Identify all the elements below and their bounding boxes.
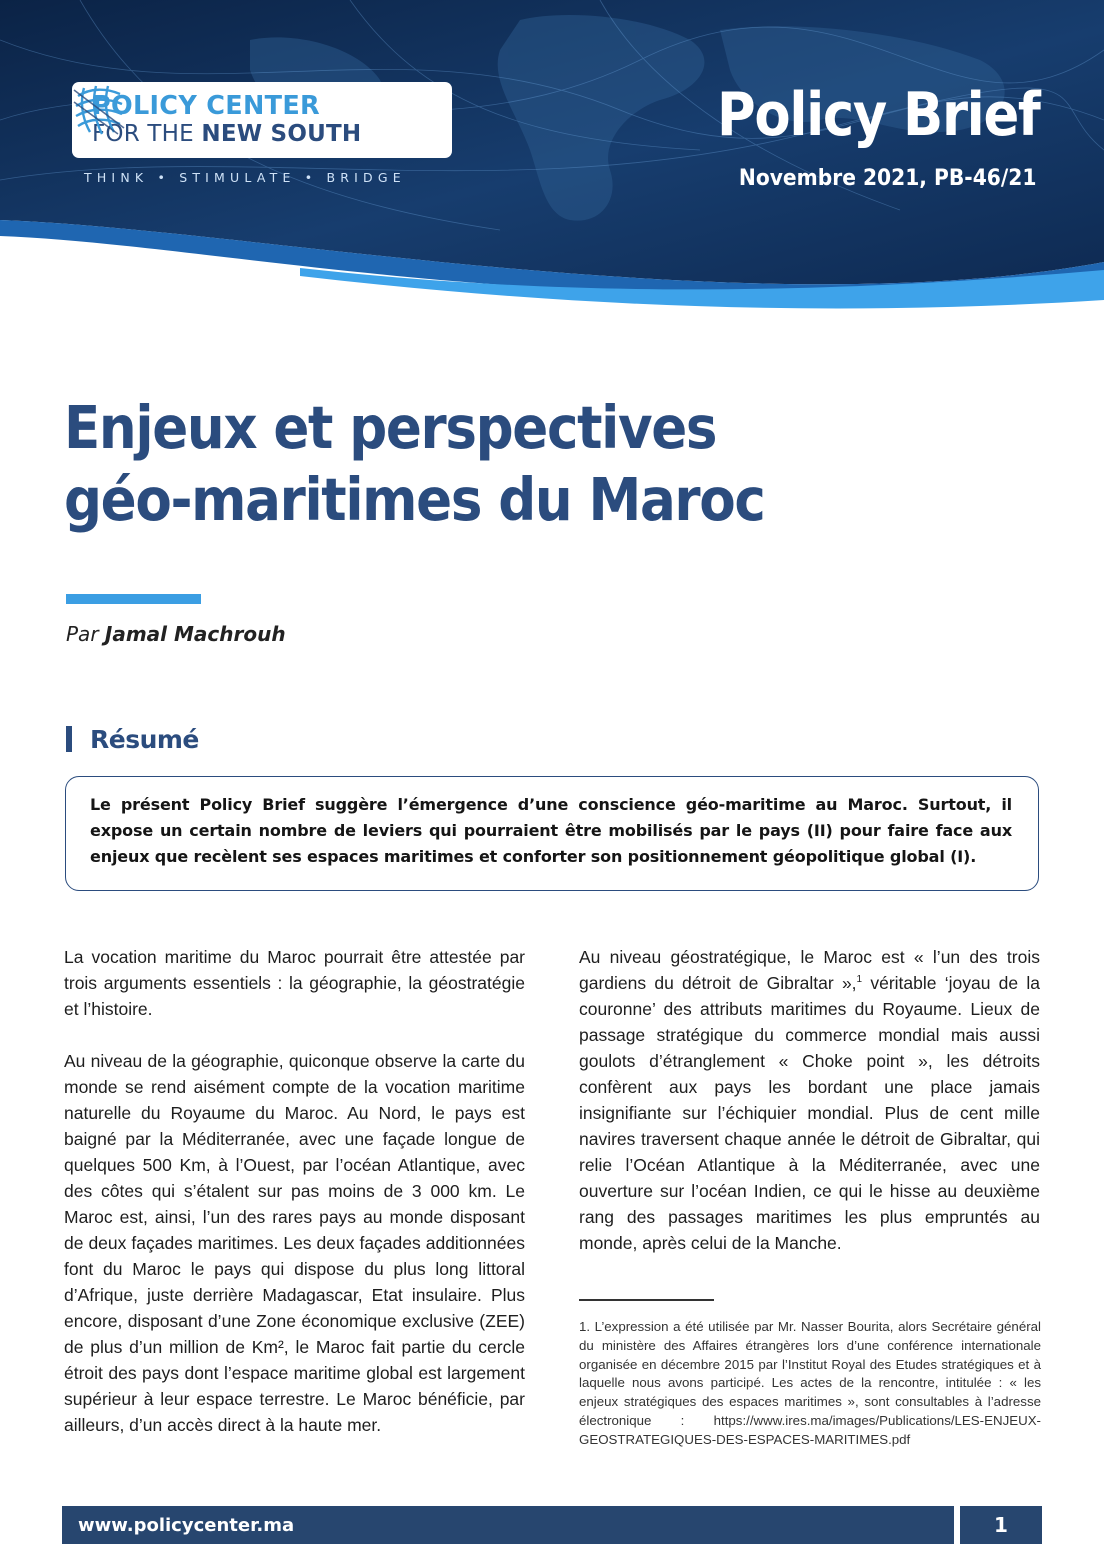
footer-bar xyxy=(62,1506,954,1544)
author-name: Jamal Machrouh xyxy=(104,622,286,646)
logo-line1: POLICY CENTER xyxy=(92,91,320,122)
header-banner xyxy=(0,0,1104,310)
brief-date: Novembre 2021, PB-46/21 xyxy=(738,166,1036,191)
logo-line2 xyxy=(92,120,362,147)
abstract-text: Le présent Policy Brief suggère l’émergence d’une conscience géo-maritime au Maroc. Surtout, il expose un certain nombre de leviers qui pourraient être mobilisés par le pays (II) pour faire face aux enjeux que recèlent ses espaces maritimes et conforter son positionnement géopolitique global (I). xyxy=(90,795,1012,866)
document-title-line1: Enjeux et perspectives xyxy=(64,393,717,462)
section-marker xyxy=(66,726,72,752)
paragraph-text: Au niveau géostratégique, le Maroc est « l’un des trois gardiens du détroit de Gibraltar », xyxy=(579,947,1040,993)
page-number: 1 xyxy=(994,1513,1008,1537)
footnote: 1. L’expression a été utilisée par Mr. Nasser Bourita, alors Secrétaire général du ministère des Affaires étrangères lors d’une conférence internationale organisée en décembre 2015 par l’Institut Royal des Etudes stratégiques et à laquelle nous avons participé. Les actes de la rencontre, intitulée : « les enjeux stratégiques des espaces maritimes », sont consultables à l’adresse électronique : https://www.ires.ma/images/Publications/LES-ENJEUX-GEOSTRATEGIQUES-DES-ESPACES-MARITIMES.pdf xyxy=(579,1319,1041,1447)
document-title-line2: géo-maritimes du Maroc xyxy=(64,465,765,534)
byline xyxy=(66,622,286,646)
resume-heading xyxy=(66,724,199,754)
footnote-rule xyxy=(579,1299,714,1301)
footer-url-link[interactable]: www.policycenter.ma xyxy=(78,1514,295,1536)
footnote-ref[interactable]: 1 xyxy=(856,974,863,986)
abstract-box xyxy=(65,776,1039,891)
body-column-left xyxy=(64,944,525,1464)
byline-prefix: Par xyxy=(66,622,105,646)
logo-line2-strong: NEW SOUTH xyxy=(201,120,362,147)
logo[interactable] xyxy=(72,82,452,158)
brief-title: Policy Brief xyxy=(717,80,1040,150)
paragraph xyxy=(579,944,1040,1256)
paragraph: La vocation maritime du Maroc pourrait être attestée par trois arguments essentiels : la géographie, la géostratégie et l’histoire. xyxy=(64,947,525,1019)
logo-line2-prefix: FOR THE xyxy=(92,120,202,147)
document-title xyxy=(64,392,1014,536)
body-column-right xyxy=(579,944,1040,1282)
page-number-box xyxy=(960,1506,1042,1544)
resume-label: Résumé xyxy=(90,724,199,754)
globe-grid-icon xyxy=(72,82,126,136)
paragraph: Au niveau de la géographie, quiconque observe la carte du monde se rend aisément compte de la vocation maritime naturelle du Royaume du Maroc. Au Nord, le pays est baigné par la Méditerranée, avec une façade longue de quelques 500 Km, à l’Ouest, par l’océan Atlantique, avec des côtes qui s’étalent sur pas moins de 3 000 km. Le Maroc est, ainsi, l’un des rares pays au monde disposant de deux façades maritimes. Les deux façades additionnées font du Maroc le pays qui dispose du plus long littoral d’Afrique, juste derrière Madagascar, Etat insulaire. Plus encore, disposant d’une Zone économique exclusive (ZEE) de plus d’un million de Km², le Maroc fait partie du cercle étroit des pays dont l’espace maritime global est largement supérieur à leur espace terrestre. Le Maroc bénéficie, par ailleurs, d’un accès direct à la haute mer. xyxy=(64,1051,525,1435)
paragraph-text: véritable ‘joyau de la couronne’ des attributs maritimes du Royaume. Lieux de passage stratégique du commerce mondial mais aussi goulots d’étranglement « Choke point », les détroits confèrent aux pays les bordant une place jamais insignifiante sur l’échiquier mondial. Plus de cent mille navires traversent chaque année le détroit de Gibraltar, qui relie l’Océan Atlantique à la Méditerranée, avec une ouverture sur l’océan Indien, ce qui le hisse au deuxième rang des passages maritimes les plus empruntés au monde, après celui de la Manche. xyxy=(579,973,1040,1253)
title-accent-bar xyxy=(66,594,201,604)
tagline: THINK • STIMULATE • BRIDGE xyxy=(84,170,406,185)
